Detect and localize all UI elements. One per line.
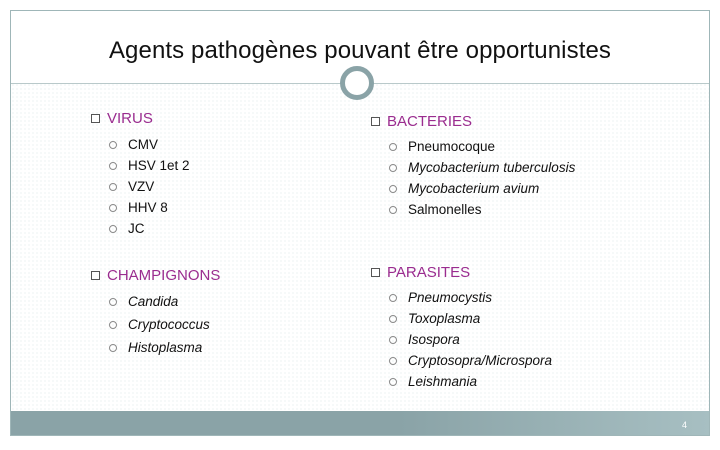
slide [10,10,710,436]
list-item: VZV [109,176,190,197]
circle-bullet-icon [109,141,117,149]
list-item: Candida [109,290,210,313]
bacteries-heading [371,113,472,130]
checkbox-bullet-icon [91,271,100,280]
list-item: Isospora [389,329,552,350]
circle-bullet-icon [109,162,117,170]
circle-bullet-icon [109,183,117,191]
footer-bar [11,411,709,435]
checkbox-bullet-icon [91,114,100,123]
circle-bullet-icon [389,185,397,193]
list-item: Pneumocoque [389,136,575,157]
circle-bullet-icon [389,143,397,151]
ring-ornament-icon [340,66,374,100]
bacteries-heading-label: BACTERIES [387,113,473,130]
list-item: JC [109,218,190,239]
circle-bullet-icon [389,336,397,344]
list-item: CMV [109,134,190,155]
list-item: Pneumocystis [389,287,552,308]
list-item: Toxoplasma [389,308,552,329]
page-number: 4 [681,420,687,430]
list-item: Histoplasma [109,336,210,359]
bacteries-list [389,136,575,220]
list-item: Cryptococcus [109,313,210,336]
circle-bullet-icon [389,315,397,323]
parasites-heading [371,264,470,281]
list-item: HHV 8 [109,197,190,218]
virus-heading-label: VIRUS [107,110,153,127]
champignons-list [109,290,210,359]
circle-bullet-icon [109,298,117,306]
list-item: Mycobacterium tuberculosis [389,157,575,178]
circle-bullet-icon [389,378,397,386]
virus-heading [91,110,153,127]
circle-bullet-icon [389,294,397,302]
circle-bullet-icon [109,344,117,352]
champignons-heading-label: CHAMPIGNONS [107,267,221,284]
circle-bullet-icon [389,164,397,172]
checkbox-bullet-icon [371,268,380,277]
circle-bullet-icon [109,204,117,212]
circle-bullet-icon [389,206,397,214]
parasites-heading-label: PARASITES [387,264,471,281]
circle-bullet-icon [109,321,117,329]
parasites-list [389,287,552,392]
slide-title: Agents pathogènes pouvant être opportunistes [108,37,612,64]
list-item: Cryptosopra/Microspora [389,350,552,371]
list-item: HSV 1et 2 [109,155,190,176]
list-item: Leishmania [389,371,552,392]
list-item: Mycobacterium avium [389,178,575,199]
circle-bullet-icon [389,357,397,365]
champignons-heading [91,267,220,284]
list-item: Salmonelles [389,199,575,220]
circle-bullet-icon [109,225,117,233]
virus-list [109,134,190,239]
checkbox-bullet-icon [371,117,380,126]
